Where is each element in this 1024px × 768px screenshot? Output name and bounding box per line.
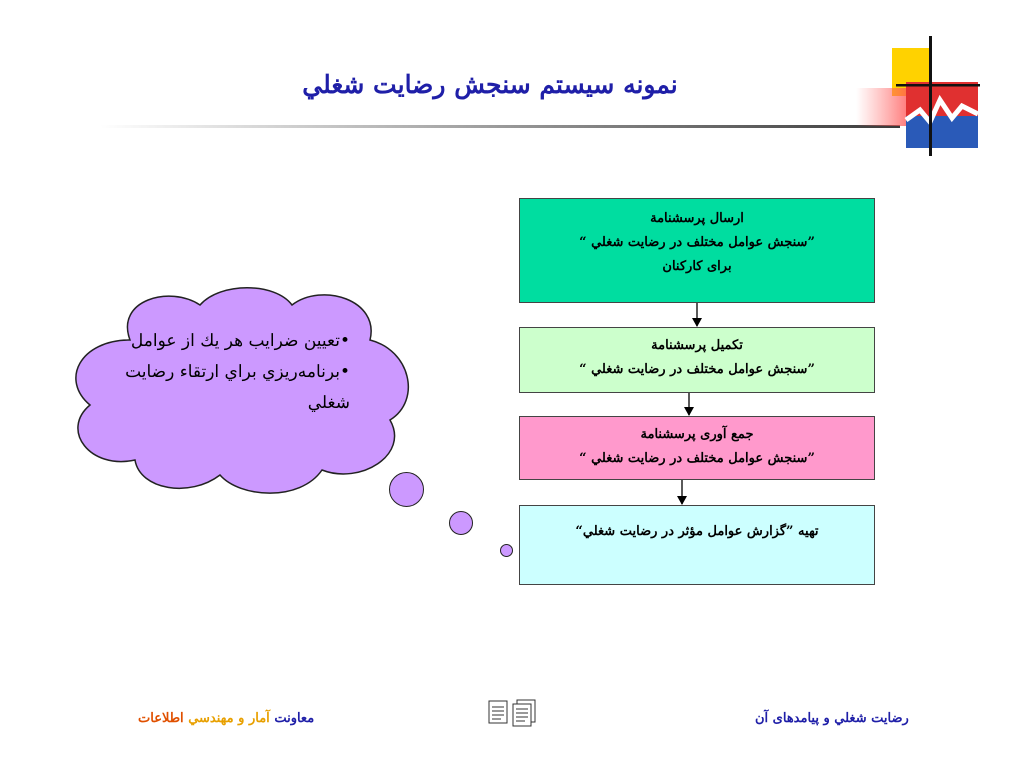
cloud-text	[118, 326, 350, 419]
footer-dept-part1: معاونت	[274, 711, 315, 726]
footer-topic: رضايت شغلي و پيامدهاى آن	[755, 711, 909, 726]
step2-line2: ”سنجش عوامل مختلف در رضايت شغلي “	[579, 362, 815, 377]
slide-title: نمونه سيستم سنجش رضايت شغلي	[302, 70, 678, 99]
step3-line2: ”سنجش عوامل مختلف در رضايت شغلي “	[579, 451, 815, 466]
cloud-bullet-1: •تعيين ضرايب هر يك از عوامل	[130, 331, 350, 351]
step1-line2: ”سنجش عوامل مختلف در رضايت شغلي “	[579, 235, 815, 250]
step1-line1: ارسال پرسشنامة	[650, 211, 744, 226]
thought-bubble-small	[500, 544, 513, 557]
logo-icon	[856, 36, 982, 158]
arrowhead-3-4	[677, 496, 687, 505]
step4-line1: تهيه ”گزارش عوامل مؤثر در رضايت شغلي“	[575, 524, 819, 539]
step-collect-questionnaire	[519, 416, 875, 480]
footer-dept-part2: آمار و مهندسي	[188, 711, 270, 726]
document-icon	[487, 699, 539, 729]
footer-department	[138, 711, 314, 726]
cloud-bullet-2: •برنامه‌ريزي براي ارتقاء رضايت شغلي	[125, 362, 350, 413]
step-send-questionnaire	[519, 198, 875, 303]
title-divider	[100, 125, 900, 128]
arrowhead-2-3	[684, 407, 694, 416]
arrowhead-1-2	[692, 318, 702, 327]
footer-dept-part3: اطلاعات	[138, 711, 184, 726]
thought-bubble-medium	[449, 511, 473, 535]
step1-line3: براى كاركنان	[662, 259, 732, 274]
step-complete-questionnaire	[519, 327, 875, 393]
step3-line1: جمع آورى پرسشنامة	[640, 427, 754, 442]
thought-bubble-large	[389, 472, 424, 507]
step2-line1: تكميل پرسشنامة	[651, 338, 743, 353]
step-prepare-report	[519, 505, 875, 585]
